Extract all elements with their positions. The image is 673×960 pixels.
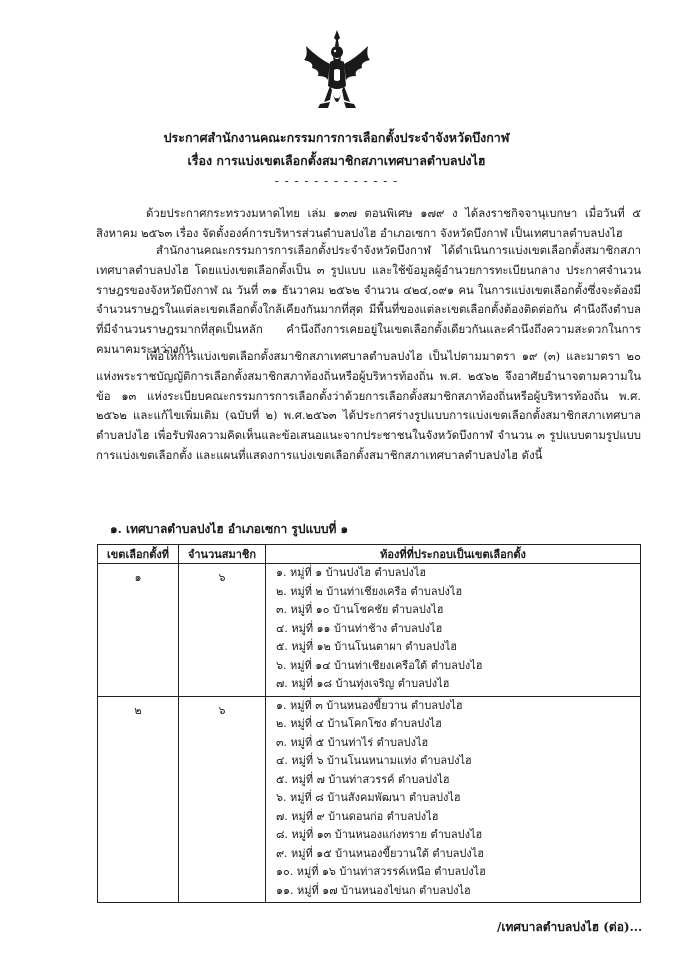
village-list [266, 564, 640, 696]
paragraph-2: สำนักงานคณะกรรมการการเลือกตั้งประจำจังหวัดบึงกาฬ ได้ดำเนินการแบ่งเขตเลือกตั้งสมาชิกสภาเทศบาลตำบลปงไฮ โดยแบ่งเขตเลือกตั้งเป็น ๓ รูปแบบ และใช้ข้อมูลผู้อำนวยการทะเบียนกลาง ประกาศจำนวนราษฎรของจังหวัดบึงกาฬ ณ วันที่ ๓๑ ธันวาคม ๒๕๖๒ จำนวน ๔๒๔,๐๙๑ คน ในการแบ่งเขตเลือกตั้งซึ่งจะต้องมีจำนวนราษฎรในแต่ละเขตเลือกตั้งใกล้เคียงกันมากที่สุด มีพื้นที่ของแต่ละเขตเลือกตั้งต้องติดต่อกัน คำนึงถึงตำบลที่มีจำนวนราษฎรมากที่สุดเป็นหลัก คำนึงถึงการเคยอยู่ในเขตเลือกตั้งเดียวกันและคำนึงถึงความสะดวกในการคมนาคมระหว่างกัน [96, 243, 641, 356]
table-header-row [98, 545, 641, 564]
list-item: ๔. หมู่ที่ ๖ บ้านโนนหนามแท่ง ตำบลปงไฮ [276, 754, 472, 767]
header-members: จำนวนสมาชิก [179, 545, 266, 564]
list-item: ๒. หมู่ที่ ๒ บ้านท่าเชียงเครือ ตำบลปงไฮ [276, 584, 463, 598]
list-item: ๗. หมู่ที่ ๙ บ้านดอนก่อ ตำบลปงไฮ [276, 809, 439, 823]
member-count: ๖ [179, 696, 266, 903]
village-list [266, 697, 640, 903]
announcement-subject: เรื่อง การแบ่งเขตเลือกตั้งสมาชิกสภาเทศบาลตำบลปงไฮ [187, 153, 486, 168]
list-item: ๗. หมู่ที่ ๑๘ บ้านทุ่งเจริญ ตำบลปงไฮ [276, 677, 450, 690]
list-item: ๑๐. หมู่ที่ ๑๖ บ้านท่าสวรรค์เหนือ ตำบลปงไฮ [276, 865, 486, 878]
list-item: ๔. หมู่ที่ ๑๑ บ้านท่าช้าง ตำบลปงไฮ [276, 621, 443, 635]
list-item: ๕. หมู่ที่ ๑๒ บ้านโนนตาผา ตำบลปงไฮ [276, 640, 458, 653]
announcement-title: ประกาศสำนักงานคณะกรรมการการเลือกตั้งประจำจังหวัดบึงกาฬ [163, 130, 510, 145]
electoral-zone-table [97, 544, 641, 903]
list-item: ๓. หมู่ที่ ๕ บ้านท่าไร่ ตำบลปงไฮ [276, 735, 429, 749]
list-item: ๘. หมู่ที่ ๑๓ บ้านหนองแก่งทราย ตำบลปงไฮ [276, 828, 483, 841]
list-item: ๖. หมู่ที่ ๑๔ บ้านท่าเชียงเครือใต้ ตำบลปงไฮ [276, 658, 483, 672]
zone-areas [266, 696, 641, 903]
list-item: ๑. หมู่ที่ ๓ บ้านหนองขี้ยวาน ตำบลปงไฮ [276, 698, 463, 712]
list-item: ๙. หมู่ที่ ๑๕ บ้านหนองขี้ยวานใต้ ตำบลปงไฮ [276, 846, 485, 860]
header-areas: ท้องที่ที่ประกอบเป็นเขตเลือกตั้ง [266, 545, 641, 564]
zone-areas [266, 564, 641, 697]
section-title: ๑. เทศบาลตำบลปงไฮ อำเภอเซกา รูปแบบที่ ๑ [110, 522, 349, 536]
member-count: ๖ [179, 564, 266, 697]
list-item: ๑๑. หมู่ที่ ๑๗ บ้านหนองไข่นก ตำบลปงไฮ [276, 883, 471, 897]
title-divider: - - - - - - - - - - - - - [274, 174, 399, 188]
list-item: ๕. หมู่ที่ ๗ บ้านท่าสวรรค์ ตำบลปงไฮ [276, 772, 450, 786]
paragraph-3: เพื่อให้การแบ่งเขตเลือกตั้งสมาชิกสภาเทศบาลตำบลปงไฮ เป็นไปตามมาตรา ๑๙ (๓) และมาตรา ๒๐ แห่งพระราชบัญญัติการเลือกตั้งสมาชิกสภาท้องถิ่นหรือผู้บริหารท้องถิ่น พ.ศ. ๒๕๖๒ จึงอาศัยอำนาจตามความในข้อ ๑๓ แห่งระเบียบคณะกรรมการการเลือกตั้งว่าด้วยการเลือกตั้งสมาชิกสภาท้องถิ่นหรือผู้บริหารท้องถิ่น พ.ศ. ๒๕๖๒ และแก้ไขเพิ่มเติม (ฉบับที่ ๒) พ.ศ.๒๕๖๓ ได้ประกาศร่างรูปแบบการแบ่งเขตเลือกตั้งสมาชิกสภาเทศบาลตำบลปงไฮ เพื่อรับฟังความคิดเห็นและข้อเสนอแนะจากประชาชนในจังหวัดบึงกาฬ จำนวน ๓ รูปแบบตามรูปแบบการแบ่งเขตเลือกตั้ง และแผนที่แสดงการแบ่งเขตเลือกตั้งสมาชิกสภาเทศบาลตำบลปงไฮ ดังนี้ [96, 349, 641, 462]
list-item: ๒. หมู่ที่ ๔ บ้านโคกโซง ตำบลปงไฮ [276, 717, 442, 730]
paragraph-1: ด้วยประกาศกระทรวงมหาดไทย เล่ม ๑๓๗ ตอนพิเศษ ๑๗๙ ง ได้ลงราชกิจจานุเบกษา เมื่อวันที่ ๕ สิงหาคม ๒๕๖๓ เรื่อง จัดตั้งองค์การบริหารส่วนตำบลปงไฮ อำเภอเซกา จังหวัดบึงกาฬ เป็นเทศบาลตำบลปงไฮ [96, 206, 641, 240]
garuda-emblem [300, 28, 374, 116]
zone-number: ๒ [98, 696, 179, 903]
zone-number: ๑ [98, 564, 179, 697]
continuation-note: /เทศบาลตำบลปงไฮ (ต่อ)... [497, 920, 643, 934]
list-item: ๖. หมู่ที่ ๘ บ้านสังคมพัฒนา ตำบลปงไฮ [276, 791, 461, 804]
list-item: ๑. หมู่ที่ ๑ บ้านปงไฮ ตำบลปงไฮ [276, 566, 427, 579]
table-row [98, 696, 641, 903]
header-zone: เขตเลือกตั้งที่ [98, 545, 179, 564]
list-item: ๓. หมู่ที่ ๑๐ บ้านโชคชัย ตำบลปงไฮ [276, 603, 444, 616]
table-row [98, 564, 641, 697]
